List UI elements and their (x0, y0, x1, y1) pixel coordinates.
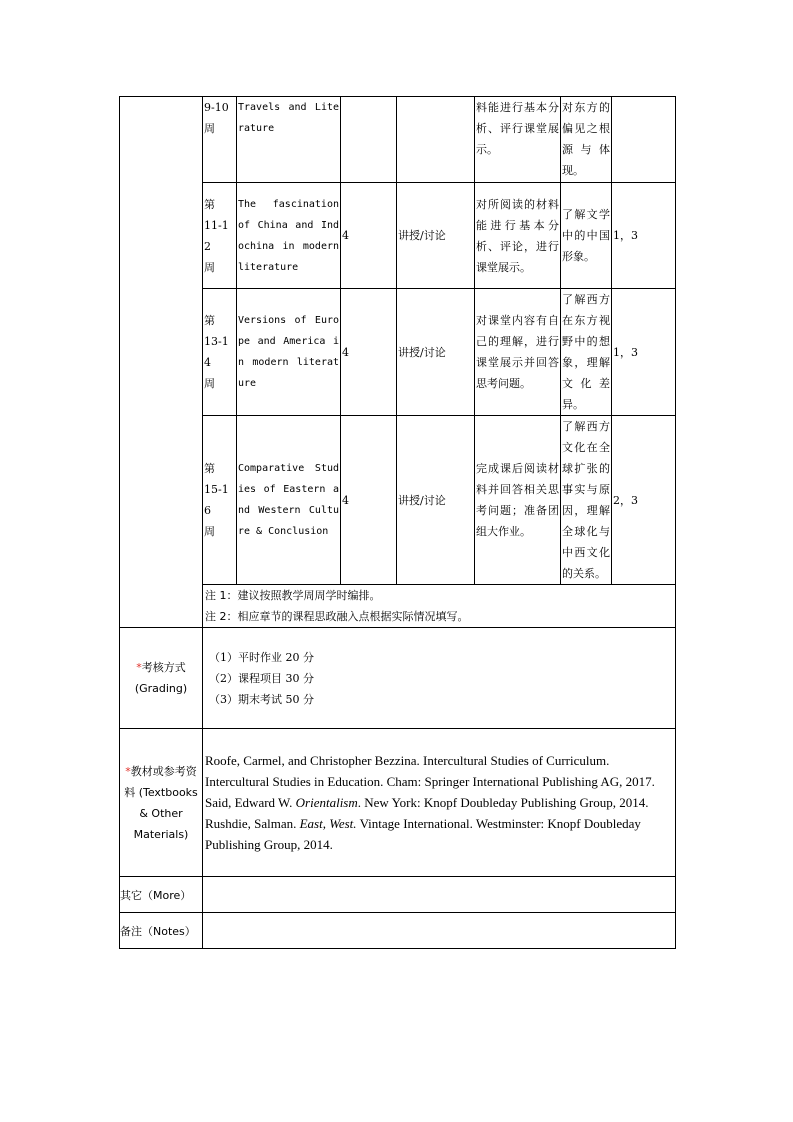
note-1: 注 1：建议按照教学周周学时编排。 (205, 589, 381, 602)
method-cell: 讲授/讨论 (397, 416, 475, 585)
grading-row (120, 628, 676, 729)
content-cell: The fascination of China and Indochina in modern literature (237, 183, 341, 289)
blank-left-cell (120, 97, 203, 628)
objective-cell: 了解西方文化在全球扩张的事实与原因，理解全球化与中西文化的关系。 (561, 416, 612, 585)
grading-item: （3）期末考试 50 分 (209, 692, 314, 706)
textbooks-label-en: (Textbooks & Other Materials) (133, 785, 198, 841)
table-row (120, 97, 676, 183)
objective-cell: 了解文学中的中国形象。 (561, 183, 612, 289)
table-row (120, 183, 676, 289)
remarks-label-cell (120, 913, 203, 949)
table-row (120, 416, 676, 585)
goal-cell (612, 97, 676, 183)
more-label: 其它（More） (120, 888, 192, 902)
hours-cell: 4 (341, 416, 397, 585)
more-label-cell (120, 877, 203, 913)
grading-label-en: (Grading) (134, 682, 188, 695)
textbooks-label-cn: 教材或参考资料 (124, 764, 197, 799)
content-cell: Comparative Studies of Eastern and Western Culture & Conclusion (237, 416, 341, 585)
course-syllabus-table (119, 96, 676, 949)
reference-item: Roofe, Carmel, and Christopher Bezzina. Intercultural Studies of Curriculum. Intercultural Studies in Education. Cham: Springer International Publishing AG, 2017. (205, 753, 655, 789)
content-cell: Versions of Europe and America in modern literature (237, 289, 341, 416)
requirement-cell: 对课堂内容有自己的理解，进行课堂展示并回答思考问题。 (475, 289, 561, 416)
week-cell: 第 11-12 周 (203, 183, 237, 289)
note-2: 注 2：相应章节的课程思政融入点根据实际情况填写。 (205, 610, 469, 623)
objective-cell: 了解西方在东方视野中的想象，理解文化差异。 (561, 289, 612, 416)
content-cell: Travels and Literature (237, 97, 341, 183)
requirement-cell: 完成课后阅读材料并回答相关思考问题；准备团组大作业。 (475, 416, 561, 585)
method-cell: 讲授/讨论 (397, 289, 475, 416)
method-cell: 讲授/讨论 (397, 183, 475, 289)
reference-title: East, West. (299, 816, 357, 831)
remarks-content-cell (203, 913, 676, 949)
week-cell: 第 15-16 周 (203, 416, 237, 585)
remarks-label: 备注（Notes） (120, 924, 196, 938)
grading-content-cell (203, 628, 676, 729)
more-row (120, 877, 676, 913)
textbooks-content-cell (203, 729, 676, 877)
textbooks-row (120, 729, 676, 877)
more-content-cell (203, 877, 676, 913)
hours-cell: 4 (341, 183, 397, 289)
reference-title: Orientalism (295, 795, 358, 810)
required-mark: * (136, 661, 142, 674)
notes-row (120, 585, 676, 628)
week-cell: 9-10 周 (203, 97, 237, 183)
notes-cell (203, 585, 676, 628)
reference-item: Said, Edward W. Orientalism. New York: Knopf Doubleday Publishing Group, 2014. (205, 795, 649, 810)
grading-item: （2）课程项目 30 分 (209, 671, 314, 685)
grading-item: （1）平时作业 20 分 (209, 650, 314, 664)
reference-item: Rushdie, Salman. East, West. Vintage International. Westminster: Knopf Doubleday Publishing Group, 2014. (205, 816, 641, 852)
hours-cell: 4 (341, 289, 397, 416)
hours-cell (341, 97, 397, 183)
grading-label-cell (120, 628, 203, 729)
requirement-cell: 对所阅读的材料能进行基本分析、评论，进行课堂展示。 (475, 183, 561, 289)
goal-cell: 1，3 (612, 183, 676, 289)
remarks-row (120, 913, 676, 949)
grading-label-cn: 考核方式 (141, 661, 186, 674)
week-cell: 第 13-14 周 (203, 289, 237, 416)
goal-cell: 2，3 (612, 416, 676, 585)
goal-cell: 1，3 (612, 289, 676, 416)
table-row (120, 289, 676, 416)
required-mark: * (125, 764, 131, 778)
requirement-cell: 料能进行基本分析、评行课堂展示。 (475, 97, 561, 183)
method-cell (397, 97, 475, 183)
textbooks-label-cell (120, 729, 203, 877)
objective-cell: 对东方的偏见之根源与体现。 (561, 97, 612, 183)
